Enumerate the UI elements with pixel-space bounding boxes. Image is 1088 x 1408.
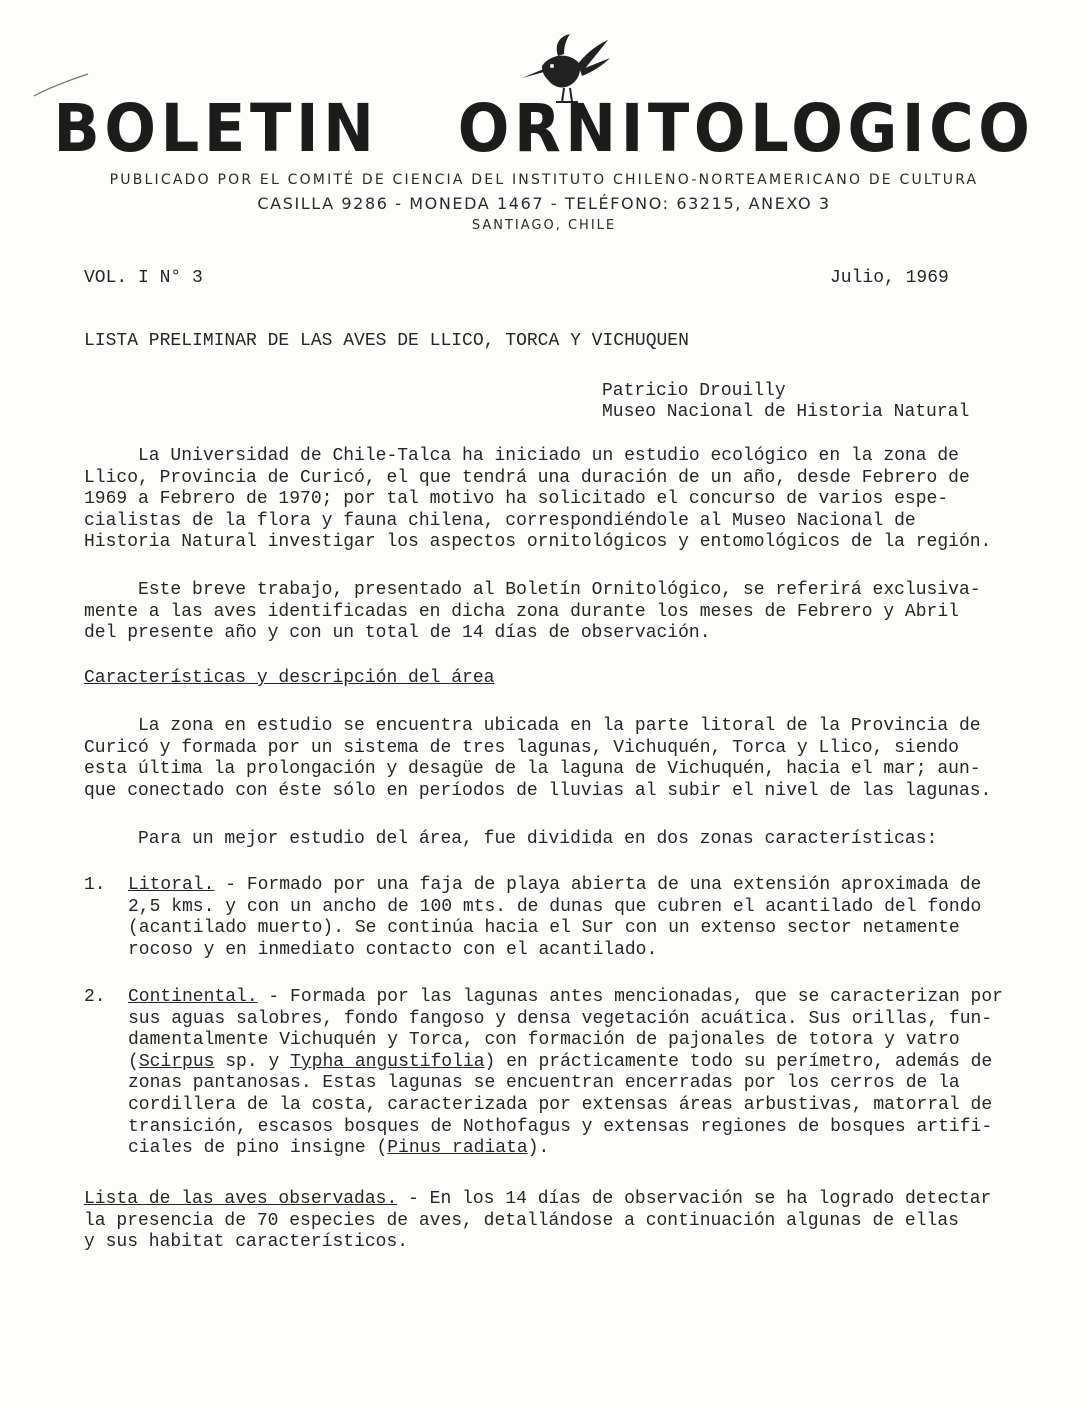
zone2-line-5: zonas pantanosas. Estas lagunas se encuentran encerradas por los cerros de la bbox=[128, 1073, 960, 1094]
zone1-text-first: - Formado por una faja de playa abierta de una extensión aproximada de bbox=[214, 875, 982, 895]
intro-paragraph-2: Este breve trabajo, presentado al Boletín Ornitológico, se referirá exclusiva- mente a las aves identificadas en dicha zona durante los meses de Febrero y Abril del presente año y con un total de 14 días de observación. bbox=[84, 580, 981, 644]
zone2-label: Continental. bbox=[128, 987, 258, 1007]
division-paragraph: Para un mejor estudio del área, fue dividida en dos zonas características: bbox=[84, 829, 938, 849]
zone2-paragraph bbox=[128, 987, 1028, 1160]
zone2-line-3: damentalmente Vichuquén y Torca, con formación de pajonales de totora y vatro bbox=[128, 1030, 960, 1051]
list-heading: Lista de las aves observadas. bbox=[84, 1189, 398, 1209]
zone1-text-rest: 2,5 kms. y con un ancho de 100 mts. de dunas que cubren el acantilado del fondo (acantilado muerto). Se continúa hacia el Sur con un extenso sector netamente rocoso y en inmediato contacto con el acantilado. bbox=[128, 896, 982, 960]
section-heading: Características y descripción del área bbox=[84, 668, 495, 688]
address-line: CASILLA 9286 - MONEDA 1467 - TELÉFONO: 63215, ANEXO 3 bbox=[257, 194, 831, 213]
area-paragraph: La zona en estudio se encuentra ubicada en la parte litoral de la Provincia de Curicó y formada por un sistema de tres lagunas, Vichuquén, Torca y Llico, siendo esta última la prolongación y desagüe de la laguna de Vichuquén, hacia el mar; aun- que conectado con éste sólo en períodos de lluvias al subir el nivel de las lagunas. bbox=[84, 716, 992, 801]
zone1-number: 1. bbox=[84, 875, 106, 895]
article-institution: Museo Nacional de Historia Natural bbox=[602, 402, 970, 422]
city-line: SANTIAGO, CHILE bbox=[471, 218, 617, 233]
list-text-rest: la presencia de 70 especies de aves, detallándose a continuación algunas de ellas y sus habitat característicos. bbox=[84, 1210, 959, 1253]
masthead-word-boletin: BOLETIN bbox=[53, 90, 379, 167]
masthead-title bbox=[44, 90, 1045, 167]
publisher-line: PUBLICADO POR EL COMITÉ DE CIENCIA DEL INSTITUTO CHILENO-NORTEAMERICANO DE CULTURA bbox=[109, 172, 979, 188]
typha-name: Typha angustifolia bbox=[290, 1051, 485, 1072]
zone2-line-4-a: ( bbox=[128, 1051, 139, 1072]
pinus-name: Pinus radiata bbox=[387, 1138, 528, 1159]
intro-paragraph-1: La Universidad de Chile-Talca ha iniciado un estudio ecológico en la zona de Llico, Provincia de Curicó, el que tendrá una duración de un año, desde Febrero de 1969 a Febrero de 1970; por tal motivo ha solicitado el concurso de varios espe- cialistas de la flora y fauna chilena, correspondiéndole al Museo Nacional de Historia Natural investigar los aspectos ornitológicos y entomológicos de la región. bbox=[84, 446, 992, 553]
zone2-number: 2. bbox=[84, 987, 106, 1007]
masthead-word-ornitologico: ORNITOLOGICO bbox=[457, 90, 1035, 167]
issue-volume: VOL. I N° 3 bbox=[84, 268, 203, 288]
article-title: LISTA PRELIMINAR DE LAS AVES DE LLICO, TORCA Y VICHUQUEN bbox=[84, 331, 689, 351]
zone2-line-8-a: ciales de pino insigne ( bbox=[128, 1138, 388, 1159]
list-text-first: - En los 14 días de observación se ha logrado detectar bbox=[397, 1189, 992, 1209]
zone1-label: Litoral. bbox=[128, 875, 215, 895]
issue-date: Julio, 1969 bbox=[830, 268, 949, 288]
zone2-line-4-c: ) en prácticamente todo su perímetro, además de bbox=[484, 1051, 993, 1072]
list-paragraph bbox=[84, 1189, 1024, 1254]
zone1-paragraph bbox=[128, 875, 1028, 961]
zone2-line-2: sus aguas salobres, fondo fangoso y densa vegetación acuática. Sus orillas, fun- bbox=[128, 1008, 993, 1029]
article-author: Patricio Drouilly bbox=[602, 381, 786, 401]
zone2-line-4-b: sp. y bbox=[214, 1051, 291, 1072]
zone2-line-6: cordillera de la costa, caracterizada por extensas áreas arbustivas, matorral de bbox=[128, 1094, 993, 1115]
zone2-line-7: transición, escasos bosques de Nothofagus y extensas regiones de bosques artifi- bbox=[128, 1116, 993, 1137]
zone2-text-first: - Formada por las lagunas antes mencionadas, que se caracterizan por bbox=[257, 987, 1003, 1007]
zone2-line-8-b: ). bbox=[527, 1138, 550, 1159]
scirpus-name: Scirpus bbox=[138, 1051, 215, 1072]
